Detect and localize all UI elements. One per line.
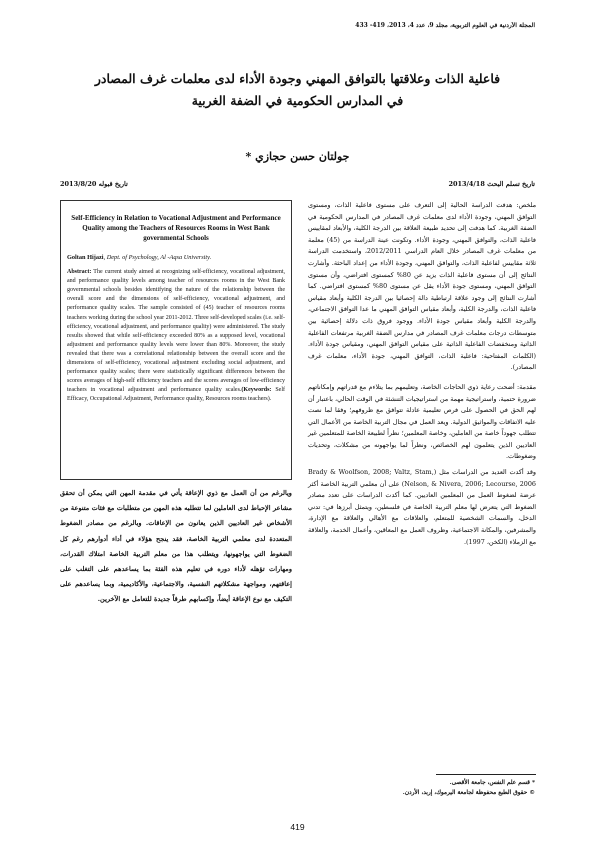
article-title-arabic <box>70 68 525 112</box>
title-line-2: في المدارس الحكومية في الضفة الغربية <box>191 93 404 108</box>
arabic-left-column-body: ويالرغم من أن العمل مع ذوي الإعاقة يأتي في مقدمة المهن التي يمكن أن تحقق مشاعر الإحباط لدى العاملين لما تتطلبه هذه المهن من متطلبات مع فئات متنوعة من الأشخاص غير العاديين الذين يعانون من الإعاقات. وبالرغم من مصادر الضغوط المتعددة لدى معلمي التربية الخاصة، فقد ينجح هؤلاء في أداء أدوارهم رغم كل الضغوط التي يواجهونها، ويتطلب هذا من معلم التربية الخاصة امتلاك القدرات، ومهارات تؤهله لأداء دوره في تعليم هذه الفئة بما يساعدهم على التغلب على إعاقتهم، ومواجهة مشكلاتهم النفسية، والاجتماعية، والأكاديمية، وبما يساعدهم على التكيف مع نوع الإعاقة أيضاً، وإكسابهم طرقاً جديدة للتعامل مع الآخرين. <box>60 489 292 604</box>
footnote-divider <box>436 774 536 775</box>
citations-paragraph: وقد أكدت العديد من الدراسات مثل (Brady & Woolfson, 2008; Valtz, Stam, Nelson, & Nivera, 2006; Lecourse, 2006) على أن معلمي التربية الخاصة أكثر عرضة لضغوط العمل من المعلمين العاديين. كما أكدت الدراسات على تعدد مصادر الضغوط التي يتعرض لها معلم التربية الخاصة في فلسطين، ويتمثل أبرزها في: تدني الدخل، والسمات الشخصية للمتعلم، والعلاقات مع الأهالي والعلاقة مع الإدارة، والمشرفين، والمكانة الاجتماعية، وظروف العمل مع المعاقين، وأعمال الخدمة، والعلاقة مع الزملاء (الكخن، 1997). <box>308 468 537 546</box>
author-affiliation-english: , Dept. of Psychology, Al -Aqsa University. <box>103 254 212 261</box>
introduction-paragraph: مقدمة: أضحت رعاية ذوي الحاجات الخاصة، وتعليمهم بما يتلاءم مع قدراتهم وإمكاناتهم ضرورة حتمية، واستراتيجية مهمة من استراتيجيات التنشئة في الوقت الحالي، باعتبار أن لهم الحق في الحصول على فرص تعليمية عادلة تتوافق مع ظروفهم؛ وفقا لما نصت عليه الاتفاقات والمواثيق الدولية. ويعد العمل في مجال التربية الخاصة من الأعمال التي تتطلب جهوداً خاصة من العاملين، وخاصة المعلمين؛ نظراً لطبيعة الخاصة للمتعلمين غير العاديين الذين يتعلمون لهم الخصائص، ونظراً لما يواجهونه من مشكلات، وتحديات وضغوطات. <box>308 382 536 461</box>
article-title-english: Self-Efficiency in Relation to Vocational Adjustment and Performance Quality among the Teachers of Resources Rooms in West Bank governmental Schools <box>71 214 281 242</box>
author-english <box>67 253 285 262</box>
footnote-copyright: © حقوق الطبع محفوظة لجامعة اليرموك، إربد، الأردن. <box>402 790 535 796</box>
date-received: تاريخ تسلم البحث 2013/4/18 <box>448 180 535 188</box>
arabic-right-column <box>308 200 536 552</box>
abstract-label: Abstract: <box>67 269 92 276</box>
footnote-affiliation: * قسم علم النفس، جامعة الأقصى. <box>449 780 535 786</box>
abstract-english-text: The current study aimed at recognizing self-efficiency, vocational adjustment, and performance quality levels among teacher of resources rooms in the West Bank governmental schools besides identifying the nature of the relationship between the overall score and the dimensions of self-efficiency, vocational adjustment, and performance quality scales. The sample consisted of (45) teacher of resources rooms teachers working during the school year 2011-2012. Three self-developed scales (i.e. self-efficiency, vocational adjustment, and performance quality) were administered. The study results showed that while self-efficiency exceeded 80% as a supposed level, vocational adjustment and performance quality levels were lower than 80%. Moreover, the study revealed that there was a correlational relationship between the overall score and the dimensions of self-efficiency, vocational adjustment excluding social adjustment, and performance quality scales; there were statistically significant differences between the scores averages of high-self efficiency teachers and the scores averages of low-efficiency teachers in vocational adjustment and performance quality scales. <box>67 269 285 394</box>
abstract-english <box>67 268 285 404</box>
keywords-label: (Keywords: <box>241 387 272 394</box>
abstract-arabic: ملخص: هدفت الدراسة الحالية إلى التعرف على مستوى فاعلية الذات، ومستوى التوافق المهني، وجودة الأداء لدى معلمات غرف المصادر في المدارس الحكومية في الضفة الغربية. كما هدفت إلى تحديد طبيعة العلاقة بين الدرجة الكلية، والأبعاد لمقاييس فاعلية الذات، والتوافق المهني، وجودة الأداء. وتكونت عينة الدراسة من (45) معلمة من معلمات غرف المصادر خلال العام الدراسي 2012/2011، واستخدمت الدراسة ثلاثة مقاييس لفاعلية الذات، والتوافق المهني، وجودة الأداء من إعداد الباحثة. وأشارت النتائج إلى أن مستوى فاعلية الذات يزيد عن 80% كمستوى افتراضي، وأن مستوى التوافق المهني، ومستوى جودة الأداء يقل عن مستوى 80% كمستوى افتراضي. كما أشارت النتائج إلى وجود علاقة ارتباطية دالة إحصائيا بين الدرجة الكلية وأبعاد مقياس فاعلية الذات، والدرجة الكلية، وأبعاد مقياس التوافق المهني ما عدا التوافق الاجتماعي، والدرجة الكلية وأبعاد مقياس جودة الأداء. ووجود فروق ذات دلالة إحصائية بين متوسطات درجات معلمات غرف المصادر في مدارس الضفة الغربية مرتفعات الفاعلية الذاتية ومنخفضات الفاعلية الذاتية على مقياس التوافق المهني، ومقياس جودة الأداء. (الكلمات المفتاحية: فاعلية الذات، التوافق المهني، جودة الأداء، معلمات غرف المصادر). <box>308 201 537 372</box>
article-dates <box>60 180 535 188</box>
author-name-arabic: جولتان حسن حجازي * <box>245 150 350 163</box>
keywords-text: Self Efficacy, Occupational Adjustment, Performance quality, Resources rooms teachers). <box>67 387 285 403</box>
page-number: 419 <box>290 822 305 832</box>
english-abstract-box <box>60 200 292 480</box>
running-head: المجلة الأردنية في العلوم التربوية، مجلد 9، عدد 4، 2013، 419- 433 <box>355 22 535 29</box>
date-accepted: تاريخ قبوله 2013/8/20 <box>60 180 128 188</box>
title-line-1: فاعلية الذات وعلاقتها بالتوافق المهني وجودة الأداء لدى معلمات غرف المصادر <box>94 71 501 86</box>
author-name-english: Goltan Hijazi <box>67 254 104 261</box>
footnotes <box>300 778 535 798</box>
